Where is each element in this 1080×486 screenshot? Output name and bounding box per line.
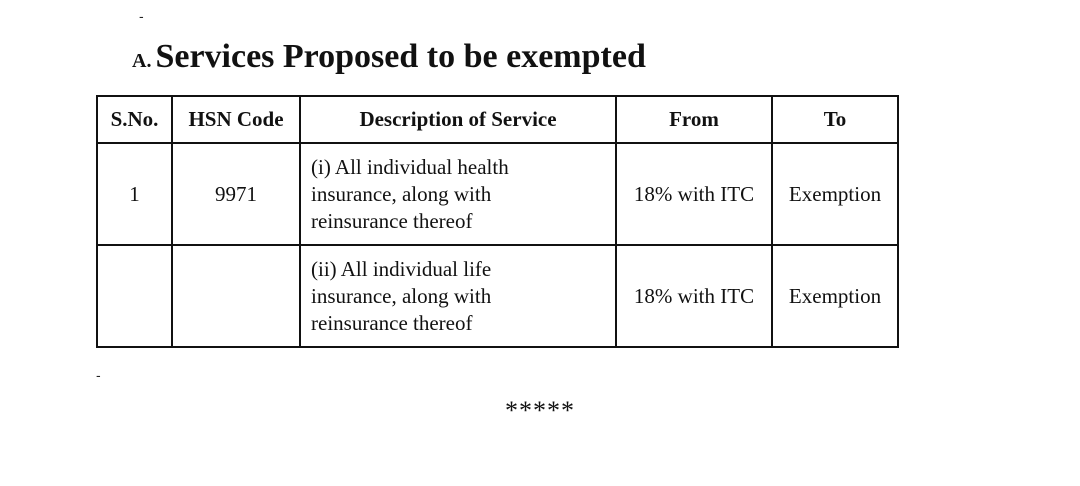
description-line: reinsurance thereof [311, 310, 473, 335]
table-row [97, 245, 898, 347]
table-header-row [97, 96, 898, 143]
cell-sno: 1 [97, 143, 172, 245]
header-from: From [616, 96, 772, 143]
bottom-dash-mark: - [96, 367, 101, 383]
cell-from: 18% with ITC [616, 245, 772, 347]
section-prefix: A. [132, 50, 152, 72]
header-to: To [772, 96, 898, 143]
description-line: (ii) All individual life [311, 256, 492, 281]
cell-from: 18% with ITC [616, 143, 772, 245]
end-asterisks: ***** [505, 396, 575, 425]
section-heading [132, 38, 646, 76]
cell-hsn-code [172, 245, 300, 347]
top-dash-mark: - [139, 8, 144, 24]
cell-to: Exemption [772, 245, 898, 347]
services-table [96, 95, 899, 348]
description-line: (i) All individual health [311, 154, 509, 179]
header-sno: S.No. [97, 96, 172, 143]
description-line: insurance, along with [311, 283, 492, 308]
cell-description [300, 245, 616, 347]
cell-sno [97, 245, 172, 347]
cell-description [300, 143, 616, 245]
header-description: Description of Service [300, 96, 616, 143]
section-title: Services Proposed to be exempted [155, 38, 646, 75]
cell-hsn-code: 9971 [172, 143, 300, 245]
header-hsn-code: HSN Code [172, 96, 300, 143]
table-row [97, 143, 898, 245]
description-line: reinsurance thereof [311, 208, 473, 233]
description-line: insurance, along with [311, 181, 492, 206]
cell-to: Exemption [772, 143, 898, 245]
